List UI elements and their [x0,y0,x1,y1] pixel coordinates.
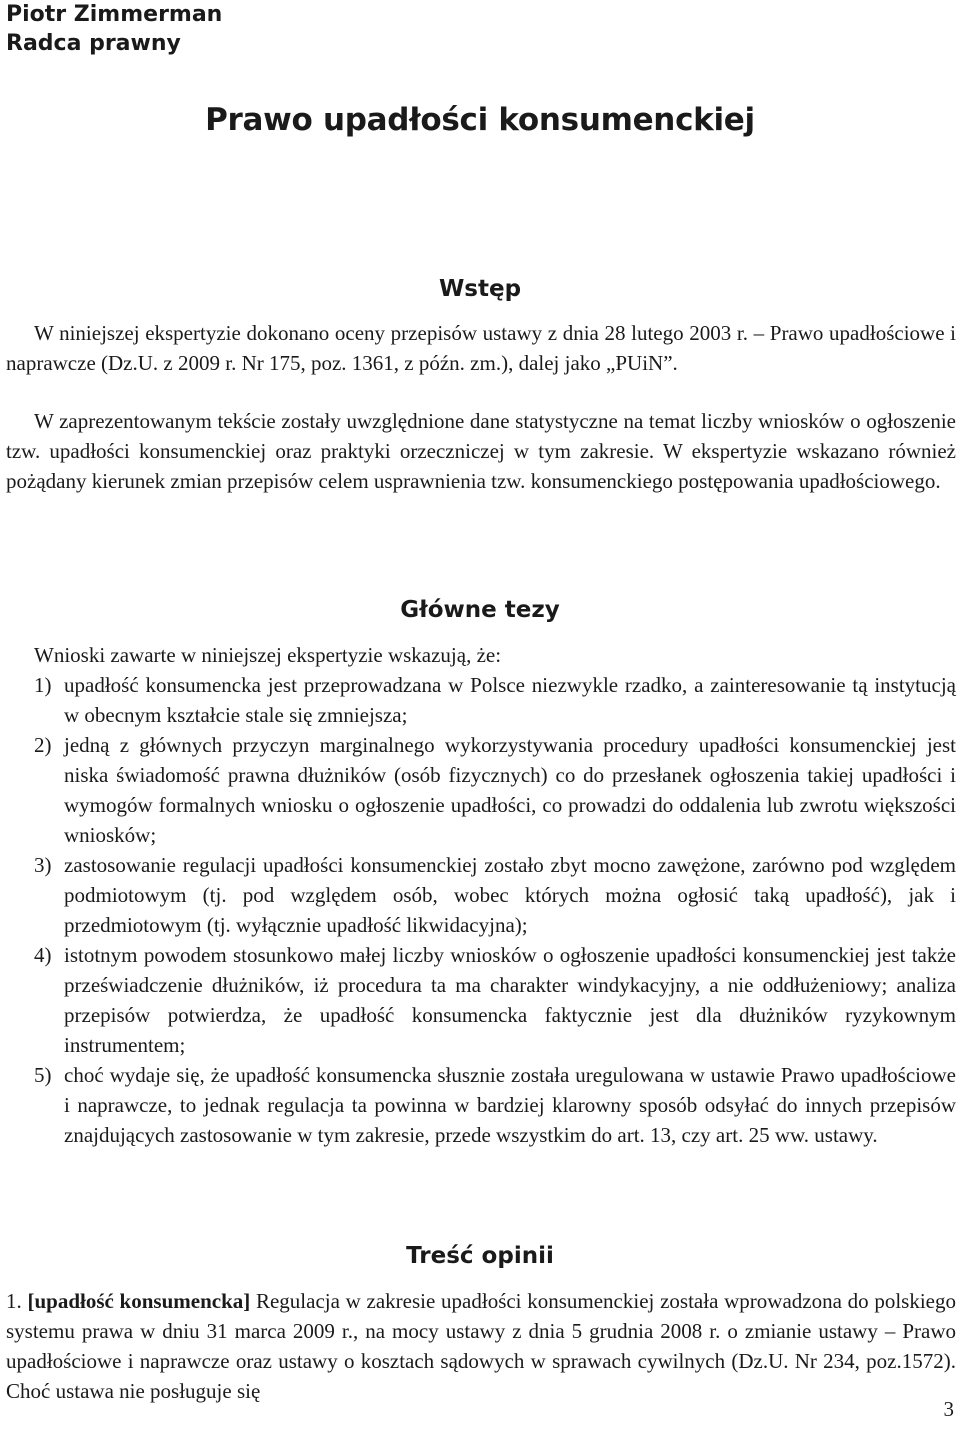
theses-list [6,670,956,1150]
intro-heading: Wstęp [438,276,522,302]
intro-paragraph-2: W zaprezentowanym tekście zostały uwzględnione dane statystyczne na temat liczby wniosków o ogłoszenie tzw. upadłości konsumenckiej oraz praktyki orzeczniczej w tym zakresie. W ekspertyzie wskazano również pożądany kierunek zmian przepisów celem usprawnienia tzw. konsumenckiego postępowania upadłościowego. [6,409,956,493]
list-item [6,1060,956,1150]
author-role: Radca prawny [6,31,181,56]
list-item-number: 1) [34,673,52,697]
list-item-text: choć wydaje się, że upadłość konsumencka słusznie została uregulowana w ustawie Prawo upadłościowe i naprawcze, to jednak regulacja ta powinna w bardziej klarowny sposób odsyłać do innych przepisów znajdujących zastosowanie w tym zakresie, przede wszystkim do art. 13, czy art. 25 ww. ustawy. [64,1063,956,1147]
author-name: Piotr Zimmerman [6,2,223,27]
intro-paragraph-1: W niniejszej ekspertyzie dokonano oceny przepisów ustawy z dnia 28 lutego 2003 r. – Prawo upadłościowe i naprawcze (Dz.U. z 2009 r. Nr 175, poz. 1361, z późn. zm.), dalej jako „PUiN”. [6,321,956,375]
theses-heading: Główne tezy [400,597,560,623]
opinion-paragraph-number: 1. [6,1289,22,1313]
list-item-text: upadłość konsumencka jest przeprowadzana w Polsce niezwykle rzadko, a zainteresowanie tą instytucją w obecnym kształcie stale się zmniejsza; [64,673,956,727]
opinion-paragraph [6,1286,956,1406]
list-item-number: 2) [34,733,52,757]
author-block [6,0,222,58]
opinion-paragraph-text: Regulacja w zakresie upadłości konsumenckiej została wprowadzona do polskiego systemu prawa w dniu 31 marca 2009 r., na mocy ustawy z dnia 5 grudnia 2008 r. o zmianie ustawy – Prawo upadłościowe i naprawcze oraz ustawy o kosztach sądowych w sprawach cywilnych (Dz.U. Nr 234, poz.1572). Choć ustawa nie posługuje się [6,1289,956,1403]
list-item-number: 3) [34,853,52,877]
list-item-number: 5) [34,1063,52,1087]
page-number: 3 [943,1397,954,1421]
opinion-heading: Treść opinii [406,1243,554,1269]
list-item [6,850,956,940]
list-item-text: jedną z głównych przyczyn marginalnego wykorzystywania procedury upadłości konsumenckiej jest niska świadomość prawna dłużników (osób fizycznych) co do przesłanek ogłoszenia takiej upadłości i wymogów formalnych wniosku o ogłoszenie upadłości, co prowadzi do oddalenia lub zwrotu większości wniosków; [64,733,956,847]
list-item-number: 4) [34,943,52,967]
document-title: Prawo upadłości konsumenckiej [205,102,755,138]
theses-lead: Wnioski zawarte w niniejszej ekspertyzie wskazują, że: [34,643,502,667]
opinion-paragraph-term: [upadłość konsumencka] [27,1289,251,1313]
list-item [6,940,956,1060]
list-item-text: istotnym powodem stosunkowo małej liczby wniosków o ogłoszenie upadłości konsumenckiej jest także przeświadczenie dłużników, iż procedura ta ma charakter windykacyjny, a nie oddłużeniowy; analiza przepisów potwierdza, że upadłość konsumencka faktycznie jest dla dłużników ryzykownym instrumentem; [64,943,956,1057]
list-item [6,670,956,730]
list-item-text: zastosowanie regulacji upadłości konsumenckiej zostało zbyt mocno zawężone, zarówno pod względem podmiotowym (tj. pod względem osób, wobec których można ogłosić taką upadłość), jak i przedmiotowym (tj. wyłącznie upadłość likwidacyjna); [64,853,956,937]
list-item [6,730,956,850]
